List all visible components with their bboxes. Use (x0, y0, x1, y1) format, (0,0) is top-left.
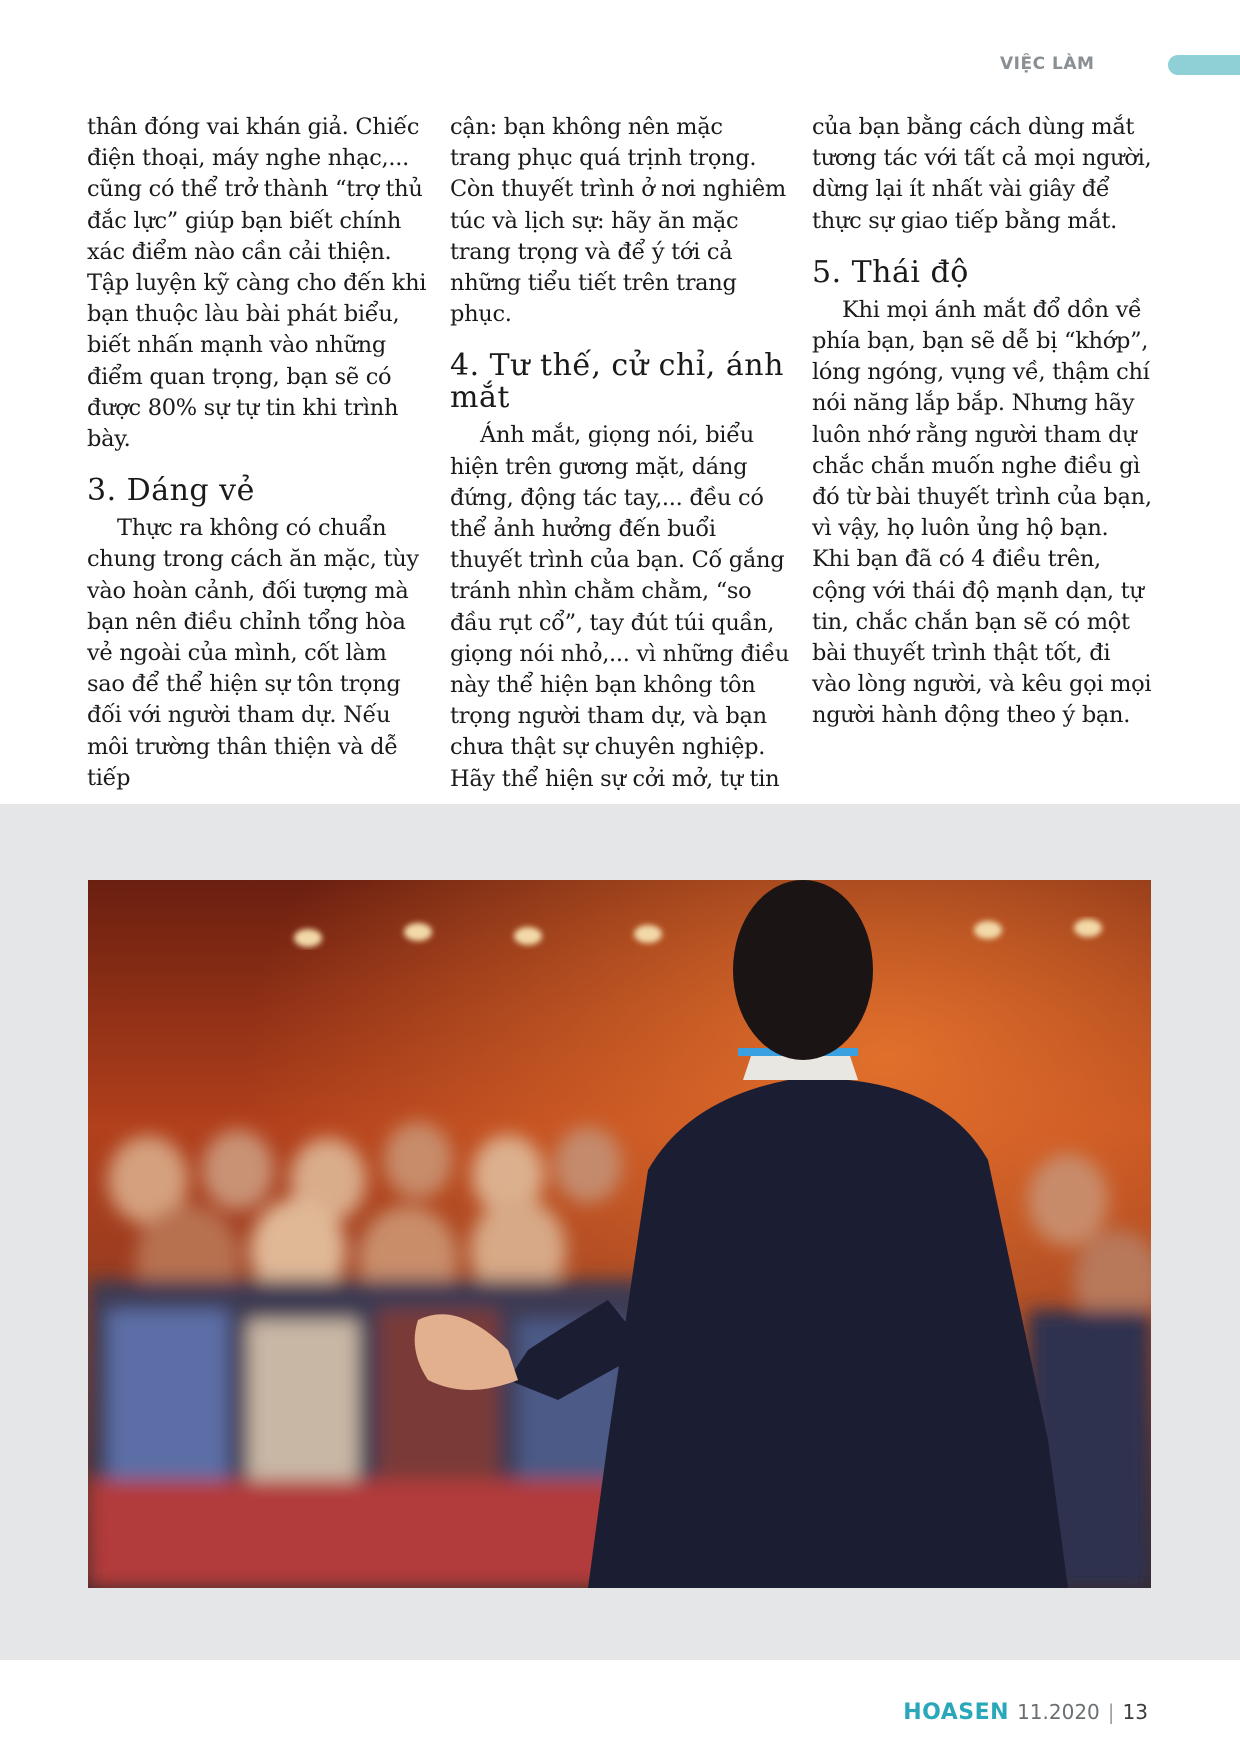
presentation-photo (88, 880, 1151, 1588)
section-title: VIỆC LÀM (1000, 54, 1095, 74)
section-heading-5: 5. Thái độ (812, 254, 969, 290)
paragraph: thân đóng vai khán giả. Chiếc điện thoại, máy nghe nhạc,... cũng có thể trở thành “trợ thủ đắc lực” giúp bạn biết chính xác điểm nào cần cải thiện. Tập luyện kỹ càng cho đến khi bạn thuộc làu bài phát biểu, biết nhấn mạnh vào những điểm quan trọng, bạn sẽ có được 80% sự tự tin khi trình bày. (87, 114, 427, 453)
footer-separator: | (1107, 1700, 1115, 1724)
page-footer (903, 1700, 1148, 1730)
section-heading-3: 3. Dáng vẻ (87, 473, 255, 509)
text-column-2 (450, 112, 790, 795)
paragraph: Ánh mắt, giọng nói, biểu hiện trên gương mặt, dáng đứng, động tác tay,... đều có thể ảnh hưởng đến buổi thuyết trình của bạn. Cố gắng tránh nhìn chằm chằm, “so đầu rụt cổ”, tay đút túi quần, giọng nói nhỏ,... vì những điều này thể hiện bạn không tôn trọng người tham dự, và bạn chưa thật sự chuyên nghiệp. Hãy thể hiện sự cởi mở, tự tin (450, 422, 790, 792)
section-accent-tab (1168, 55, 1240, 75)
magazine-brand: HOASEN (903, 1700, 1010, 1725)
issue-date: 11.2020 (1017, 1700, 1100, 1724)
paragraph: Khi mọi ánh mắt đổ dồn về phía bạn, bạn sẽ dễ bị “khớp”, lóng ngóng, vụng về, thậm chí nói năng lắp bắp. Nhưng hãy luôn nhớ rằng người tham dự chắc chắn muốn nghe điều gì đó từ bài thuyết trình của bạn, vì vậy, họ luôn ủng hộ bạn. Khi bạn đã có 4 điều trên, cộng với thái độ mạnh dạn, tự tin, chắc chắn bạn sẽ có một bài thuyết trình thật tốt, đi vào lòng người, và kêu gọi mọi người hành động theo ý bạn. (812, 296, 1152, 729)
paragraph: cận: bạn không nên mặc trang phục quá trịnh trọng. Còn thuyết trình ở nơi nghiêm túc và lịch sự: hãy ăn mặc trang trọng và để ý tới cả những tiểu tiết trên trang phục. (450, 114, 786, 328)
section-heading-4: 4. Tư thế, cử chỉ, ánh mắt (450, 348, 784, 416)
paragraph: của bạn bằng cách dùng mắt tương tác với tất cả mọi người, dừng lại ít nhất vài giây để thực sự giao tiếp bằng mắt. (812, 114, 1152, 234)
text-column-3 (812, 112, 1152, 732)
page-number: 13 (1122, 1700, 1148, 1724)
section-header (1000, 52, 1150, 76)
text-column-1 (87, 112, 427, 794)
paragraph: Thực ra không có chuẩn chung trong cách ăn mặc, tùy vào hoàn cảnh, đối tượng mà bạn nên điều chỉnh tổng hòa vẻ ngoài của mình, cốt làm sao để thể hiện sự tôn trọng đối với người tham dự. Nếu môi trường thân thiện và dễ tiếp (87, 515, 419, 791)
